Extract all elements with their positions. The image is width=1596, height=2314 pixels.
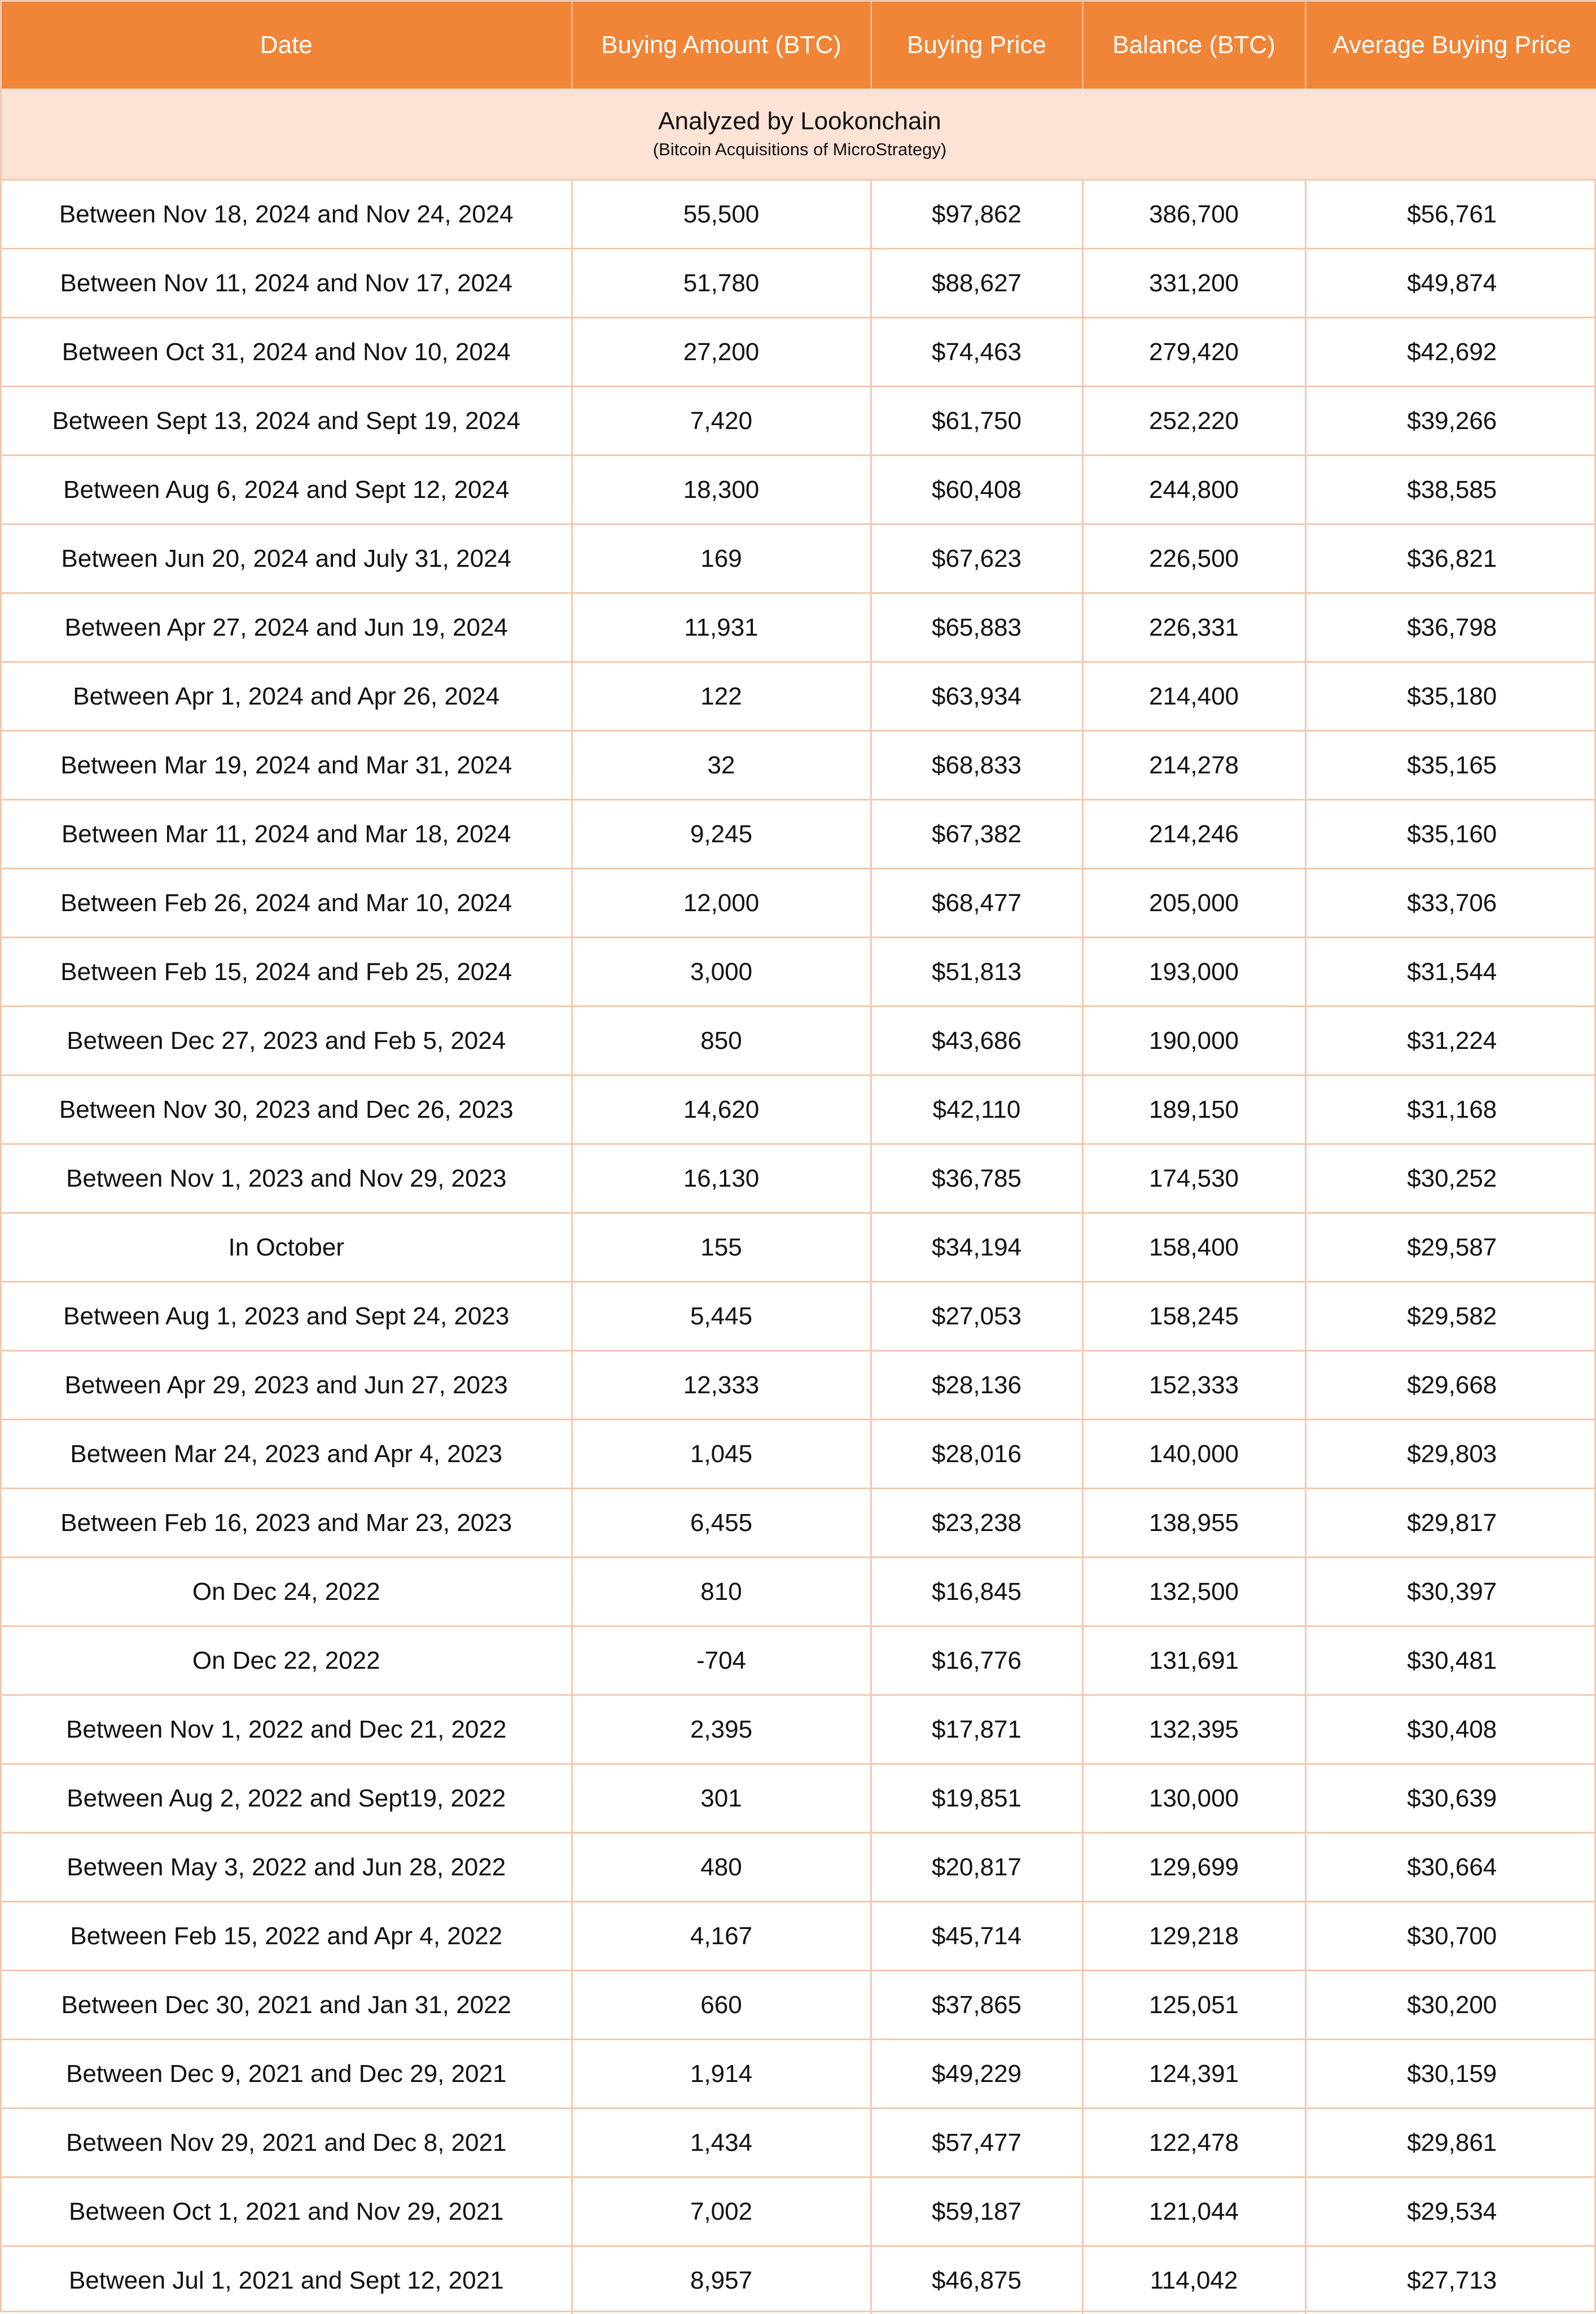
cell-buying-price: $97,862 <box>871 180 1082 249</box>
table-row <box>2 1213 1596 1282</box>
cell-buying-amount: 660 <box>572 1971 871 2040</box>
cell-balance: 140,000 <box>1082 1420 1305 1489</box>
cell-buying-price: $74,463 <box>871 318 1082 387</box>
cell-date: On Dec 22, 2022 <box>2 1626 572 1695</box>
table-row <box>2 662 1596 731</box>
cell-buying-price: $16,776 <box>871 1626 1082 1695</box>
cell-buying-price: $88,627 <box>871 249 1082 318</box>
cell-date: Between Feb 26, 2024 and Mar 10, 2024 <box>2 869 572 938</box>
table-row <box>2 1144 1596 1213</box>
cell-balance: 386,700 <box>1082 180 1305 249</box>
table-row <box>2 2177 1596 2246</box>
cell-buying-amount: 2,395 <box>572 1695 871 1764</box>
cell-average-buying-price: $33,706 <box>1305 869 1596 938</box>
banner-subtitle: (Bitcoin Acquisitions of MicroStrategy) <box>2 137 1596 162</box>
table-row <box>2 800 1596 869</box>
cell-buying-price: $68,477 <box>871 869 1082 938</box>
header-balance: Balance (BTC) <box>1082 2 1305 89</box>
cell-balance: 205,000 <box>1082 869 1305 938</box>
cell-balance: 331,200 <box>1082 249 1305 318</box>
table-row <box>2 249 1596 318</box>
cell-average-buying-price: $49,874 <box>1305 249 1596 318</box>
cell-balance: 132,395 <box>1082 1695 1305 1764</box>
table-row <box>2 1764 1596 1833</box>
cell-buying-amount: 301 <box>572 1764 871 1833</box>
cell-average-buying-price: $30,639 <box>1305 1764 1596 1833</box>
cell-buying-price: $34,194 <box>871 1213 1082 1282</box>
cell-balance: 131,691 <box>1082 1626 1305 1695</box>
cell-buying-amount: 8,957 <box>572 2246 871 2314</box>
table-row <box>2 1075 1596 1144</box>
cell-date: Between Jul 1, 2021 and Sept 12, 2021 <box>2 2246 572 2314</box>
cell-buying-price: $19,851 <box>871 1764 1082 1833</box>
cell-date: In October <box>2 1213 572 1282</box>
cell-average-buying-price: $30,200 <box>1305 1971 1596 2040</box>
cell-balance: 252,220 <box>1082 387 1305 456</box>
table-row <box>2 1558 1596 1626</box>
cell-buying-amount: 1,914 <box>572 2040 871 2109</box>
table-row <box>2 456 1596 524</box>
cell-buying-price: $20,817 <box>871 1833 1082 1902</box>
cell-buying-amount: 51,780 <box>572 249 871 318</box>
cell-date: Between Nov 30, 2023 and Dec 26, 2023 <box>2 1075 572 1144</box>
cell-date: Between Nov 18, 2024 and Nov 24, 2024 <box>2 180 572 249</box>
cell-average-buying-price: $42,692 <box>1305 318 1596 387</box>
cell-buying-amount: 850 <box>572 1007 871 1075</box>
banner-title: Analyzed by Lookonchain <box>2 106 1596 137</box>
cell-average-buying-price: $38,585 <box>1305 456 1596 524</box>
cell-balance: 152,333 <box>1082 1351 1305 1420</box>
cell-buying-amount: 1,434 <box>572 2109 871 2177</box>
table-row <box>2 1351 1596 1420</box>
cell-average-buying-price: $35,180 <box>1305 662 1596 731</box>
cell-buying-price: $46,875 <box>871 2246 1082 2314</box>
cell-buying-price: $16,845 <box>871 1558 1082 1626</box>
cell-average-buying-price: $29,534 <box>1305 2177 1596 2246</box>
table-row <box>2 1282 1596 1351</box>
cell-buying-price: $65,883 <box>871 593 1082 662</box>
cell-buying-amount: 3,000 <box>572 938 871 1007</box>
cell-date: Between Oct 31, 2024 and Nov 10, 2024 <box>2 318 572 387</box>
cell-date: Between Nov 1, 2023 and Nov 29, 2023 <box>2 1144 572 1213</box>
cell-buying-price: $49,229 <box>871 2040 1082 2109</box>
cell-date: Between Apr 1, 2024 and Apr 26, 2024 <box>2 662 572 731</box>
cell-date: Between Mar 19, 2024 and Mar 31, 2024 <box>2 731 572 800</box>
cell-average-buying-price: $29,817 <box>1305 1489 1596 1558</box>
cell-buying-amount: 14,620 <box>572 1075 871 1144</box>
cell-average-buying-price: $31,168 <box>1305 1075 1596 1144</box>
cell-average-buying-price: $29,668 <box>1305 1351 1596 1420</box>
cell-date: Between Aug 1, 2023 and Sept 24, 2023 <box>2 1282 572 1351</box>
cell-average-buying-price: $31,544 <box>1305 938 1596 1007</box>
cell-date: Between Feb 16, 2023 and Mar 23, 2023 <box>2 1489 572 1558</box>
cell-buying-amount: 55,500 <box>572 180 871 249</box>
cell-balance: 132,500 <box>1082 1558 1305 1626</box>
cell-balance: 174,530 <box>1082 1144 1305 1213</box>
table-row <box>2 2246 1596 2314</box>
table-body <box>2 89 1596 2314</box>
header-buying-price: Buying Price <box>871 2 1082 89</box>
cell-average-buying-price: $30,700 <box>1305 1902 1596 1971</box>
cell-balance: 193,000 <box>1082 938 1305 1007</box>
cell-buying-price: $37,865 <box>871 1971 1082 2040</box>
cell-buying-amount: 810 <box>572 1558 871 1626</box>
cell-date: Between Mar 11, 2024 and Mar 18, 2024 <box>2 800 572 869</box>
header-buying-amount: Buying Amount (BTC) <box>572 2 871 89</box>
table-row <box>2 1420 1596 1489</box>
cell-buying-amount: 155 <box>572 1213 871 1282</box>
cell-buying-price: $42,110 <box>871 1075 1082 1144</box>
header-average-buying-price: Average Buying Price <box>1305 2 1596 89</box>
table-row <box>2 1695 1596 1764</box>
cell-balance: 122,478 <box>1082 2109 1305 2177</box>
cell-date: Between Dec 9, 2021 and Dec 29, 2021 <box>2 2040 572 2109</box>
table-row <box>2 180 1596 249</box>
cell-date: Between Apr 27, 2024 and Jun 19, 2024 <box>2 593 572 662</box>
cell-average-buying-price: $29,803 <box>1305 1420 1596 1489</box>
cell-balance: 158,400 <box>1082 1213 1305 1282</box>
cell-balance: 121,044 <box>1082 2177 1305 2246</box>
cell-buying-amount: 7,420 <box>572 387 871 456</box>
cell-average-buying-price: $29,582 <box>1305 1282 1596 1351</box>
cell-buying-amount: 16,130 <box>572 1144 871 1213</box>
cell-average-buying-price: $56,761 <box>1305 180 1596 249</box>
cell-buying-amount: 9,245 <box>572 800 871 869</box>
banner-cell <box>2 89 1596 180</box>
cell-buying-price: $60,408 <box>871 456 1082 524</box>
cell-balance: 244,800 <box>1082 456 1305 524</box>
table-row <box>2 2109 1596 2177</box>
cell-date: Between Oct 1, 2021 and Nov 29, 2021 <box>2 2177 572 2246</box>
cell-balance: 226,331 <box>1082 593 1305 662</box>
cell-date: Between Dec 30, 2021 and Jan 31, 2022 <box>2 1971 572 2040</box>
cell-buying-amount: 1,045 <box>572 1420 871 1489</box>
cell-date: Between Sept 13, 2024 and Sept 19, 2024 <box>2 387 572 456</box>
cell-balance: 125,051 <box>1082 1971 1305 2040</box>
cell-balance: 138,955 <box>1082 1489 1305 1558</box>
table-row <box>2 1489 1596 1558</box>
cell-buying-price: $28,136 <box>871 1351 1082 1420</box>
cell-average-buying-price: $35,160 <box>1305 800 1596 869</box>
cell-buying-amount: 4,167 <box>572 1902 871 1971</box>
cell-buying-price: $28,016 <box>871 1420 1082 1489</box>
table-row <box>2 731 1596 800</box>
cell-date: Between Jun 20, 2024 and July 31, 2024 <box>2 524 572 593</box>
cell-buying-price: $57,477 <box>871 2109 1082 2177</box>
cell-average-buying-price: $29,587 <box>1305 1213 1596 1282</box>
cell-buying-price: $63,934 <box>871 662 1082 731</box>
cell-date: Between May 3, 2022 and Jun 28, 2022 <box>2 1833 572 1902</box>
table-header-row <box>2 2 1596 89</box>
cell-average-buying-price: $30,664 <box>1305 1833 1596 1902</box>
cell-buying-amount: 27,200 <box>572 318 871 387</box>
cell-buying-price: $27,053 <box>871 1282 1082 1351</box>
cell-balance: 129,699 <box>1082 1833 1305 1902</box>
table-row <box>2 1626 1596 1695</box>
table-row <box>2 2040 1596 2109</box>
cell-buying-price: $59,187 <box>871 2177 1082 2246</box>
cell-date: Between Aug 6, 2024 and Sept 12, 2024 <box>2 456 572 524</box>
cell-average-buying-price: $36,798 <box>1305 593 1596 662</box>
cell-buying-price: $45,714 <box>871 1902 1082 1971</box>
cell-balance: 124,391 <box>1082 2040 1305 2109</box>
cell-average-buying-price: $29,861 <box>1305 2109 1596 2177</box>
cell-average-buying-price: $36,821 <box>1305 524 1596 593</box>
cell-date: Between Apr 29, 2023 and Jun 27, 2023 <box>2 1351 572 1420</box>
table-row <box>2 1971 1596 2040</box>
cell-balance: 190,000 <box>1082 1007 1305 1075</box>
cell-balance: 226,500 <box>1082 524 1305 593</box>
cell-average-buying-price: $39,266 <box>1305 387 1596 456</box>
cell-buying-price: $51,813 <box>871 938 1082 1007</box>
cell-buying-amount: 7,002 <box>572 2177 871 2246</box>
cell-date: On Dec 24, 2022 <box>2 1558 572 1626</box>
table-row <box>2 593 1596 662</box>
table-row <box>2 1007 1596 1075</box>
cell-date: Between Feb 15, 2024 and Feb 25, 2024 <box>2 938 572 1007</box>
cell-balance: 114,042 <box>1082 2246 1305 2314</box>
cell-buying-amount: 12,000 <box>572 869 871 938</box>
table-row <box>2 869 1596 938</box>
cell-buying-amount: 6,455 <box>572 1489 871 1558</box>
cell-buying-amount: 12,333 <box>572 1351 871 1420</box>
cell-buying-price: $67,382 <box>871 800 1082 869</box>
cell-buying-price: $36,785 <box>871 1144 1082 1213</box>
cell-average-buying-price: $27,713 <box>1305 2246 1596 2314</box>
cell-buying-price: $68,833 <box>871 731 1082 800</box>
cell-buying-amount: 18,300 <box>572 456 871 524</box>
cell-buying-amount: 11,931 <box>572 593 871 662</box>
cell-buying-price: $17,871 <box>871 1695 1082 1764</box>
table-row <box>2 387 1596 456</box>
cell-buying-amount: 169 <box>572 524 871 593</box>
cell-buying-price: $67,623 <box>871 524 1082 593</box>
cell-average-buying-price: $31,224 <box>1305 1007 1596 1075</box>
header-date: Date <box>2 2 572 89</box>
cell-buying-amount: 5,445 <box>572 1282 871 1351</box>
cell-date: Between Dec 27, 2023 and Feb 5, 2024 <box>2 1007 572 1075</box>
cell-buying-amount: 32 <box>572 731 871 800</box>
cell-average-buying-price: $30,397 <box>1305 1558 1596 1626</box>
acquisitions-table <box>2 2 1596 2314</box>
table-row <box>2 524 1596 593</box>
cell-date: Between Nov 11, 2024 and Nov 17, 2024 <box>2 249 572 318</box>
cell-buying-amount: 122 <box>572 662 871 731</box>
cell-average-buying-price: $30,252 <box>1305 1144 1596 1213</box>
cell-balance: 189,150 <box>1082 1075 1305 1144</box>
cell-buying-amount: -704 <box>572 1626 871 1695</box>
cell-average-buying-price: $35,165 <box>1305 731 1596 800</box>
cell-average-buying-price: $30,481 <box>1305 1626 1596 1695</box>
cell-average-buying-price: $30,159 <box>1305 2040 1596 2109</box>
table-row <box>2 1902 1596 1971</box>
cell-balance: 158,245 <box>1082 1282 1305 1351</box>
cell-balance: 214,400 <box>1082 662 1305 731</box>
cell-balance: 129,218 <box>1082 1902 1305 1971</box>
cell-balance: 214,278 <box>1082 731 1305 800</box>
cell-date: Between Feb 15, 2022 and Apr 4, 2022 <box>2 1902 572 1971</box>
banner-row <box>2 89 1596 180</box>
cell-buying-price: $43,686 <box>871 1007 1082 1075</box>
table-row <box>2 1833 1596 1902</box>
cell-balance: 130,000 <box>1082 1764 1305 1833</box>
cell-buying-price: $61,750 <box>871 387 1082 456</box>
cell-average-buying-price: $30,408 <box>1305 1695 1596 1764</box>
table-row <box>2 938 1596 1007</box>
cell-date: Between Nov 29, 2021 and Dec 8, 2021 <box>2 2109 572 2177</box>
cell-buying-price: $23,238 <box>871 1489 1082 1558</box>
cell-date: Between Nov 1, 2022 and Dec 21, 2022 <box>2 1695 572 1764</box>
cell-date: Between Mar 24, 2023 and Apr 4, 2023 <box>2 1420 572 1489</box>
cell-date: Between Aug 2, 2022 and Sept19, 2022 <box>2 1764 572 1833</box>
cell-buying-amount: 480 <box>572 1833 871 1902</box>
cell-balance: 279,420 <box>1082 318 1305 387</box>
cell-balance: 214,246 <box>1082 800 1305 869</box>
table-row <box>2 318 1596 387</box>
